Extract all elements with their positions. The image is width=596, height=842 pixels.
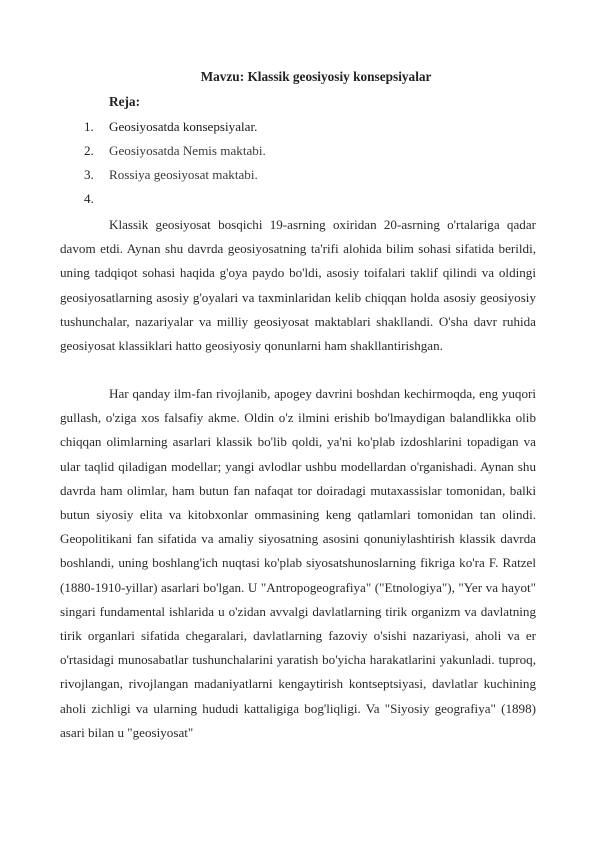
plan-heading: Reja:	[109, 94, 141, 109]
plan-item-text: Geosiyosatda Nemis maktabi.	[109, 143, 266, 158]
body-paragraph: Har qanday ilm-fan rivojlanib, apogey davrini boshdan kechirmoqda, eng yuqori gullash, o'ziga xos falsafiy akme. Oldin o'z ilmini erishib bo'lmaydigan balandlikka olib chiqqan olimlarning asarlari klassik bo'lib qoldi, ya'ni ko'plab izdoshlarini topadigan va ular taqlid qiladigan modellar; yangi avlodlar ushbu modellardan o'rganishadi. Aynan shu davrda ham olimlar, ham butun fan nafaqat tor doiradagi mutaxassislar tomonidan, balki butun siyosiy elita va kitobxonlar ommasining keng qatlamlari tomonidan tan olindi. Geopolitikani fan sifatida va amaliy siyosatning asosini qonuniylashtirish klassik davrda boshlandi, uning boshlang'ich nuqtasi ko'plab siyosatshunoslarning fikriga ko'ra F. Ratzel (1880-1910-yillar) asarlari bo'lgan. U "Antropogeografiya" ("Etnologiya"), "Yer va hayot" singari fundamental ishlarida u o'zidan avvalgi davlatlarning tirik organizm va davlatning tirik organlari sifatida chegaralari, davlatlarning fazoviy o'sishi nazariyasi, aholi va er o'rtasidagi munosabatlar tushunchalarini yaratish bo'yicha harakatlarini yakunladi. tuproq, rivojlangan, rivojlangan madaniyatlarni kengaytirish kontseptsiyasi, davlatlar kuchining aholi zichligi va ularning hududi kattaligiga bog'liqligi. Va "Siyosiy geografiya" (1898) asari bilan u "geosiyosat"	[60, 386, 536, 740]
body-paragraph: Klassik geosiyosat bosqichi 19-asrning oxiridan 20-asrning o'rtalariga qadar davom etdi. Aynan shu davrda geosiyosatning ta'rifi alohida bilim sohasi sifatida berildi, uning tadqiqot sohasi haqida g'oya paydo bo'ldi, asosiy toifalari taklif qilindi va oldingi geosiyosatlarning asosiy g'oyalari va taxminlaridan kelib chiqqan holda asosiy geosiyosiy tushunchalar, nazariyalar va milliy geosiyosat maktablari shakllandi. O'sha davr ruhida geosiyosat klassiklari hatto geosiyosiy qonunlarni ham shakllantirishgan.	[60, 217, 536, 354]
plan-item-text: Rossiya geosiyosat maktabi.	[109, 167, 258, 182]
plan-item-text: Geosiyosatda konsepsiyalar.	[109, 119, 258, 134]
plan-item-number: 1.	[84, 119, 94, 134]
plan-item-number: 3.	[84, 167, 94, 182]
plan-item-number: 2.	[84, 143, 94, 158]
plan-item-number: 4.	[84, 191, 94, 206]
document-title: Mavzu: Klassik geosiyosiy konsepsiyalar	[200, 69, 432, 84]
